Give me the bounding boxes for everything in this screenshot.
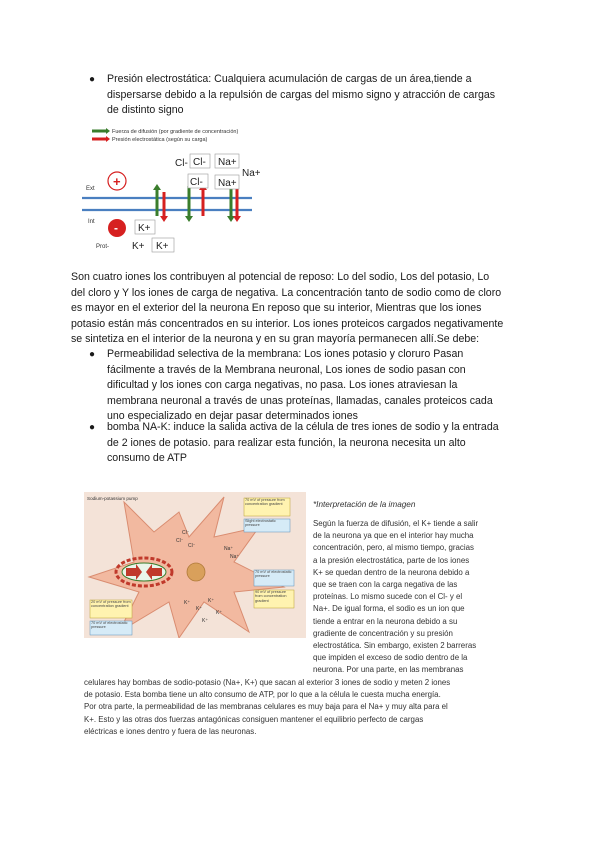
bullet-line: membrana neuronal a través de unas proteínas, llamadas, canales proteicos cada <box>107 394 493 407</box>
paragraph-line: potasio están más concentrados en su interior. Los iones proteicos cargados negativamente <box>71 317 504 330</box>
ion-label: Cl- <box>175 158 188 169</box>
bullet-line: bomba NA-K: induce la salida activa de la célula de tres iones de sodio y la entrada <box>107 421 499 433</box>
caption-line: a la presión electrostática, parte de los iones <box>313 555 470 565</box>
caption-line: K+ se quedan dentro de la neurona debido a <box>313 567 470 577</box>
paragraph-line: Son cuatro iones los contribuyen al potencial de reposo: Lo del sodio, Los del potasio, Lo <box>71 271 490 283</box>
caption-line: electrostática. Sin embargo, existen 2 barreras <box>313 641 477 651</box>
legend-red-text: Presión electrostática (según su carga) <box>112 137 208 143</box>
bullet-electrostatic <box>89 72 527 119</box>
bullet-line: consumo de ATP <box>107 452 187 464</box>
svg-text:K⁺: K⁺ <box>184 600 190 606</box>
ion-label: K+ <box>138 223 151 234</box>
neuron-diagram <box>84 492 306 638</box>
caption-line: que impiden el exceso de sodio dentro de la <box>313 653 468 663</box>
paragraph-line: del cloro y Y los iones de carga de negativa. La concentración tanto de sodio como de cloro <box>71 286 502 299</box>
info-box: 70 mV of electrostatic pressure <box>91 621 128 630</box>
pump-label: Sodium-potassium pump <box>87 496 138 501</box>
bullet-line: de distinto signo <box>107 104 184 116</box>
bullet-line: de 2 iones de potasio. para realizar esta función, la neurona necesita un alto <box>107 436 466 449</box>
bullet-line: uno especializado en dejar pasar determinados iones <box>107 410 358 422</box>
svg-text:Na⁺: Na⁺ <box>224 546 234 552</box>
bullet-dot: ● <box>89 74 96 85</box>
nucleus <box>187 563 205 581</box>
plus-sign: + <box>113 174 121 189</box>
caption-line: neurona. Por una parte, en las membranas <box>313 665 464 675</box>
caption-title: *Interpretación de la imagen <box>313 500 416 509</box>
ion-label: Cl- <box>193 157 206 168</box>
svg-text:Cl⁻: Cl⁻ <box>176 538 184 544</box>
bullet-permeability <box>89 347 527 425</box>
caption-line: Según la fuerza de difusión, el K+ tiende a salir <box>313 519 479 528</box>
bullet-dot: ● <box>89 349 96 360</box>
ext-label: Ext <box>86 186 95 192</box>
ion-label: Na+ <box>218 157 237 168</box>
info-box: Slight electrostatic pressure <box>245 519 276 528</box>
caption-line: de potasio. Esta bomba tiene un alto consumo de ATP, por lo que a la célula le cuesta mucha energía. <box>84 690 441 700</box>
svg-text:K⁺: K⁺ <box>196 606 202 612</box>
caption-line: concentración, pero, al mismo tiempo, gracias <box>313 543 474 553</box>
info-box: 70 mV of pressure from concentration gradient <box>245 498 285 507</box>
caption-line: que se traen con la carga negativa de las <box>313 580 458 590</box>
svg-text:K⁺: K⁺ <box>208 598 214 604</box>
bullet-pump <box>89 420 527 467</box>
ion-label: Na+ <box>242 168 260 179</box>
bullet-line: Permeabilidad selectiva de la membrana: Los iones potasio y cloruro Pasan <box>107 348 464 360</box>
caption-line: celulares hay bombas de sodio-potasio (Na+, K+) que sacan al exterior 3 iones de sodio y meten 2 iones <box>84 678 451 687</box>
bullet-line: dispersarse debido a la repulsión de cargas del mismo signo y atracción de cargas <box>107 88 496 101</box>
info-box: 90 mV of pressure from concentration gradient <box>255 590 287 603</box>
ion-label: Na+ <box>218 178 237 189</box>
caption-full-width <box>84 677 532 738</box>
prot-label: Prot- <box>96 244 110 250</box>
paragraph-line: se sintetiza en el interior de la neurona y en su gran mayoría permanecen allí.Se debe: <box>71 333 480 345</box>
svg-text:K⁺: K⁺ <box>216 610 222 616</box>
caption-line: eléctricas e iones dentro y fuera de las neuronas. <box>84 726 257 736</box>
caption-line: de la neurona ya que en el interior hay mucha <box>313 531 474 541</box>
ion-label: Cl- <box>190 177 203 188</box>
minus-sign: - <box>114 221 118 235</box>
bullet-dot: ● <box>89 422 96 433</box>
svg-text:Na⁺: Na⁺ <box>230 554 240 560</box>
info-box: 70 mV of electrostatic pressure <box>255 570 292 579</box>
caption-line: proteínas. Lo mismo sucede con el Cl- y el <box>313 592 463 602</box>
bullet-line: Presión electrostática: Cualquiera acumulación de cargas de un área,tiende a <box>107 73 472 85</box>
info-box: 20 mV of pressure from concentration gradient <box>91 600 131 609</box>
caption-line: Na+. De igual forma, el sodio es un ion que <box>313 604 465 614</box>
resting-potential-paragraph <box>71 270 531 348</box>
svg-text:Cl⁻: Cl⁻ <box>182 530 190 536</box>
ion-label: K+ <box>132 241 145 252</box>
caption-line: tiende a entrar en la neurona debido a su <box>313 616 458 626</box>
caption-right-column <box>313 518 531 677</box>
caption-line: gradiente de concentración y su presión <box>313 628 453 638</box>
caption-line: K+. Esto y las otras dos fuerzas antagónicas consiguen mantener el equilibrio perfecto de cargas <box>84 714 424 724</box>
svg-text:Cl⁻: Cl⁻ <box>188 543 196 549</box>
ion-label: K+ <box>156 241 169 252</box>
membrane-diagram <box>72 120 260 255</box>
bullet-line: dificultad y los iones con carga negativas, no pasa. Los iones atraviesan la <box>107 379 458 391</box>
legend-green-text: Fuerza de difusión (por gradiente de concentración) <box>112 129 239 135</box>
int-label: Int <box>88 219 95 225</box>
paragraph-line: es mayor en el exterior del la neurona En reposo que su interior, Mientras que los iones <box>71 302 482 314</box>
svg-text:K⁺: K⁺ <box>202 618 208 624</box>
caption-line: Por otra parte, la permeabilidad de las membranas celulares es muy baja para el Na+ y muy alta para el <box>84 702 448 712</box>
bullet-line: fácilmente a través de la Membrana neuronal, Los iones de sodio pasan con <box>107 363 466 376</box>
